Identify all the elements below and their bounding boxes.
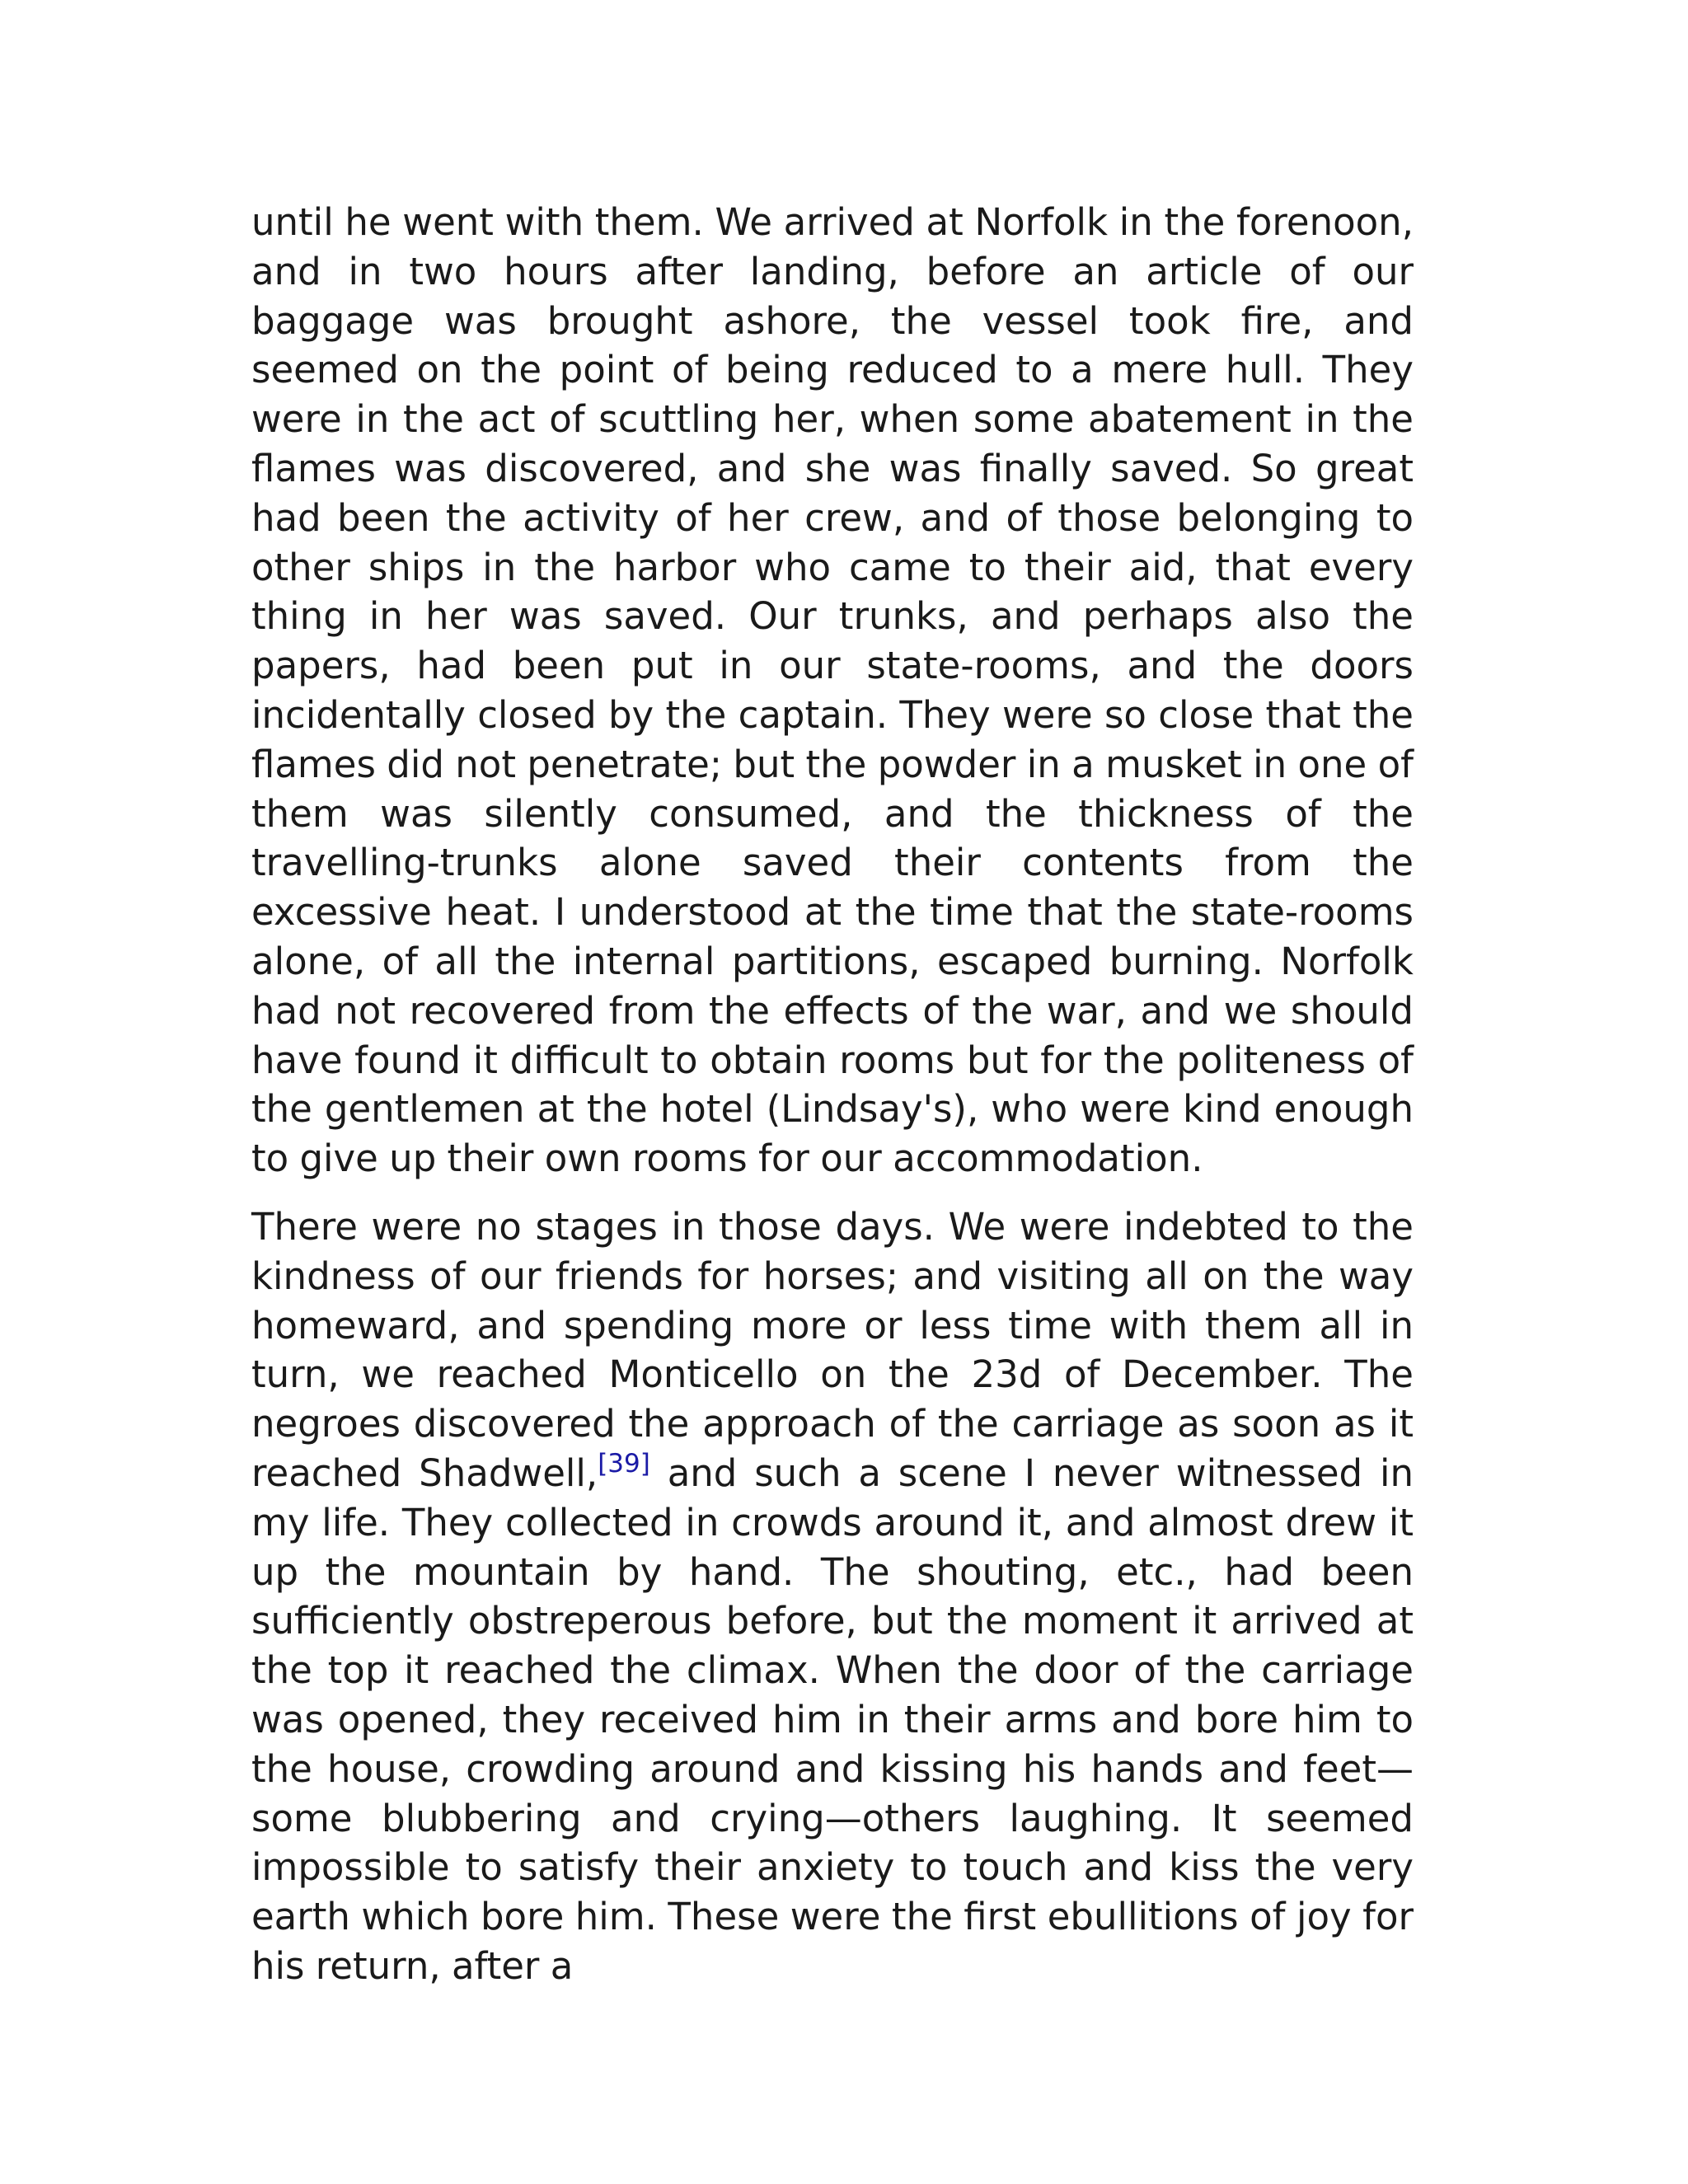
paragraph-text-before-footnote: There were no stages in those days. We were indebted to the kindness of our friends for horses; and visiting all on the way homeward, and spending more or less time with them all in turn, we reached Monticello on the 23d of December. The negroes discovered the approach of the carriage as soon as it reached Shadwell, — [251, 1204, 1414, 1495]
footnote-link-39[interactable]: [39] — [598, 1448, 650, 1479]
paragraph-text-after-footnote: and such a scene I never witnessed in my life. They collected in crowds around it, and almost drew it up the mountain by hand. The shouting, etc., had been sufficiently obstreperous before, but the moment it arrived at the top it reached the climax. When the door of the carriage was opened, they received him in their arms and bore him to the house, crowding around and kissing his hands and feet—some blubbering and crying—others laughing. It seemed impossible to satisfy their anxiety to touch and kiss the very earth which bore him. These were the first ebullitions of joy for his return, after a — [251, 1451, 1414, 1988]
paragraph-norfolk-fire: until he went with them. We arrived at Norfolk in the forenoon, and in two hours after landing, before an article of our baggage was brought ashore, the vessel took fire, and seemed on the point of being reduced to a mere hull. They were in the act of scuttling her, when some abatement in the flames was discovered, and she was finally saved. So great had been the activity of her crew, and of those belonging to other ships in the harbor who came to their aid, that every thing in her was saved. Our trunks, and perhaps also the papers, had been put in our state-rooms, and the doors incidentally closed by the captain. They were so close that the flames did not penetrate; but the powder in a musket in one of them was silently consumed, and the thickness of the travelling-trunks alone saved their contents from the excessive heat. I understood at the time that the state-rooms alone, of all the internal partitions, escaped burning. Norfolk had not recovered from the effects of the war, and we should have found it difficult to obtain rooms but for the politeness of the gentlemen at the hotel (Lindsay's), who were kind enough to give up their own rooms for our accommodation. — [251, 200, 1414, 1181]
page-body — [251, 198, 1414, 1991]
paragraph-monticello-arrival — [251, 1202, 1414, 1991]
